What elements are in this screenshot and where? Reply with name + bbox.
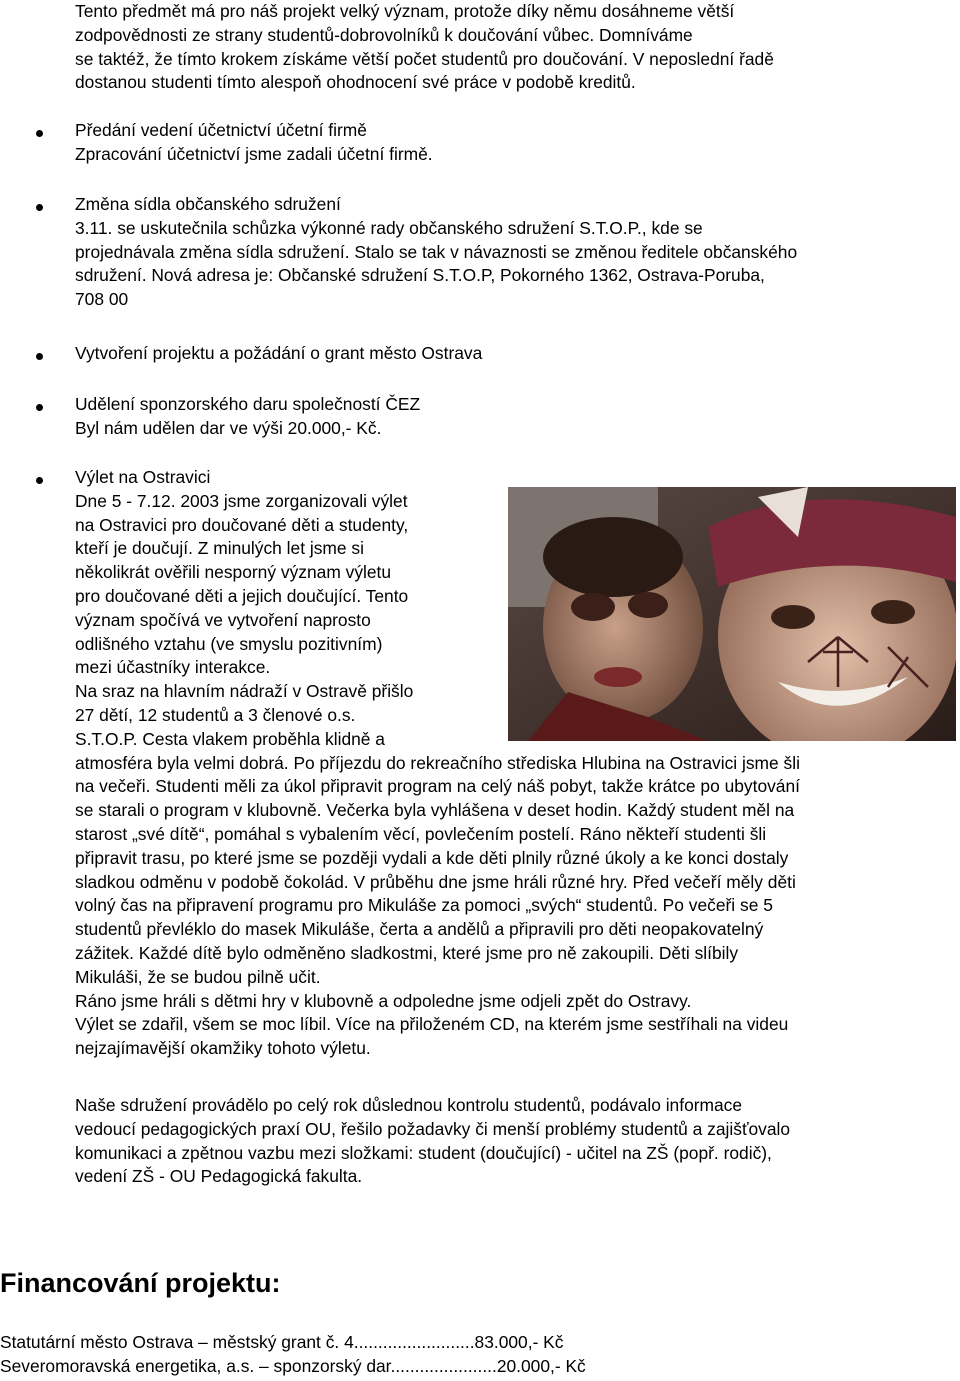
bullet-title: Výlet na Ostravici: [75, 467, 211, 487]
closing-line: Naše sdružení provádělo po celý rok důslednou kontrolu studentů, podávalo informace: [75, 1095, 743, 1115]
closing-line: vedení ZŠ - OU Pedagogická fakulta.: [75, 1166, 363, 1187]
bullet-text: sdružení. Nová adresa je: Občanské sdružení S.T.O.P, Pokorného 1362, Ostrava-Poruba,: [75, 265, 765, 286]
trip-text: S.T.O.P. Cesta vlakem proběhla klidně a: [75, 728, 385, 749]
trip-text: několikrát ověřili nesporný význam výletu: [75, 562, 392, 583]
financing-line: Severomoravská energetika, a.s. – sponzorský dar......................20.000,- Kč: [0, 1356, 586, 1376]
trip-text: atmosféra byla velmi dobrá. Po příjezdu do rekreačního střediska Hlubina na Ostravici jsme šli: [75, 752, 800, 773]
trip-text: Výlet se zdařil, všem se moc líbil. Více na přiloženém CD, na kterém jsme sestříhali na videu: [75, 1014, 789, 1035]
intro-line: Tento předmět má pro náš projekt velký význam, protože díky němu dosáhneme větší: [75, 1, 735, 21]
bullet-title: Udělení sponzorského daru společností ČEZ: [75, 394, 421, 414]
intro-line: dostanou studenti tímto alespoň ohodnocení své práce v podobě kreditů.: [75, 72, 636, 93]
trip-text: nejzajímavější okamžiky tohoto výletu.: [75, 1038, 371, 1059]
trip-text: význam spočívá ve vytvoření naprosto: [75, 609, 371, 630]
intro-paragraph: [75, 0, 955, 95]
financing-line: Statutární město Ostrava – městský grant č. 4.........................83.000,- Kč: [0, 1332, 564, 1352]
bullet-marker: [36, 477, 43, 484]
bullet-text: Zpracování účetnictví jsme zadali účetní firmě.: [75, 143, 433, 164]
trip-text: 27 dětí, 12 studentů a 3 členové o.s.: [75, 704, 356, 725]
trip-text: zážitek. Každé dítě bylo odměněno sladkostmi, které jsme pro ně zakoupili. Děti slíbily: [75, 942, 739, 963]
trip-text: Dne 5 - 7.12. 2003 jsme zorganizovali výlet: [75, 490, 408, 511]
bullet-text: 708 00: [75, 289, 129, 310]
bullet-marker: [36, 404, 43, 411]
trip-text: mezi účastníky interakce.: [75, 657, 271, 678]
closing-paragraph: [75, 1094, 955, 1189]
bullet-marker: [36, 130, 43, 137]
bullet-title: Předání vedení účetnictví účetní firmě: [75, 120, 367, 140]
trip-text: na večeři. Studenti měli za úkol připravit program na celý náš pobyt, takže krátce po ubytování: [75, 776, 800, 797]
trip-text: pro doučované děti a jejich doučující. Tento: [75, 585, 409, 606]
trip-text: se starali o program v klubovně. Večerka byla vyhlášena v deset hodin. Každý student měl na: [75, 800, 795, 821]
bullet-text: projednávala změna sídla sdružení. Stalo se tak v návaznosti se změnou ředitele občanského: [75, 241, 798, 262]
bullet-title: Změna sídla občanského sdružení: [75, 194, 341, 214]
bullet-accounting: [75, 119, 955, 167]
bullet-sponsor: [75, 393, 955, 441]
bullet-grant: [75, 342, 955, 366]
trip-text: na Ostravici pro doučované děti a studenty,: [75, 514, 409, 535]
financing-heading: Financování projektu:: [0, 1268, 281, 1298]
trip-text: sladkou odměnu v podobě čokolád. V průběhu dne jsme hráli různé hry. Před večeří měly děti: [75, 871, 796, 892]
bullet-text: Byl nám udělen dar ve výši 20.000,- Kč.: [75, 417, 382, 438]
trip-text: studentů převléklo do masek Mikuláše, čerta a andělů a připravili pro děti neopakovatelný: [75, 919, 764, 940]
closing-line: vedoucí pedagogických praxí OU, řešilo požadavky či menší problémy studentů a zajišťovalo: [75, 1118, 791, 1139]
intro-line: zodpovědnosti ze strany studentů-dobrovolníků k doučování vůbec. Domníváme: [75, 24, 693, 45]
bullet-marker: [36, 204, 43, 211]
trip-photo: [508, 487, 956, 741]
trip-text: připravit trasu, po které jsme se později vydali a kde děti plnily různé úkoly a ke konci dostaly: [75, 847, 789, 868]
trip-text: kteří je doučují. Z minulých let jsme si: [75, 538, 364, 559]
bullet-marker: [36, 353, 43, 360]
trip-text: Na sraz na hlavním nádraží v Ostravě přišlo: [75, 681, 414, 702]
closing-line: komunikaci a zpětnou vazbu mezi složkami: student (doučující) - učitel na ZŠ (popř. rodič),: [75, 1142, 772, 1163]
trip-text: volný čas na připravení programu pro Mikuláše za pomoci „svých“ studentů. Po večeři se 5: [75, 895, 773, 916]
intro-line: se taktéž, že tímto krokem získáme větší počet studentů pro doučování. V neposlední řadě: [75, 48, 774, 69]
bullet-text: 3.11. se uskutečnila schůzka výkonné rady občanského sdružení S.T.O.P., kde se: [75, 217, 703, 238]
trip-text: odlišného vztahu (ve smyslu pozitivním): [75, 633, 383, 654]
bullet-seat-change: [75, 193, 955, 312]
bullet-title: Vytvoření projektu a požádání o grant město Ostrava: [75, 343, 483, 363]
trip-text: Mikuláši, že se budou pilně učit.: [75, 966, 321, 987]
trip-text: starost „své dítě“, pomáhal s vybalením věcí, povlečením postelí. Ráno někteří studenti šli: [75, 823, 767, 844]
trip-text: Ráno jsme hráli s dětmi hry v klubovně a odpoledne jsme odjeli zpět do Ostravy.: [75, 990, 692, 1011]
